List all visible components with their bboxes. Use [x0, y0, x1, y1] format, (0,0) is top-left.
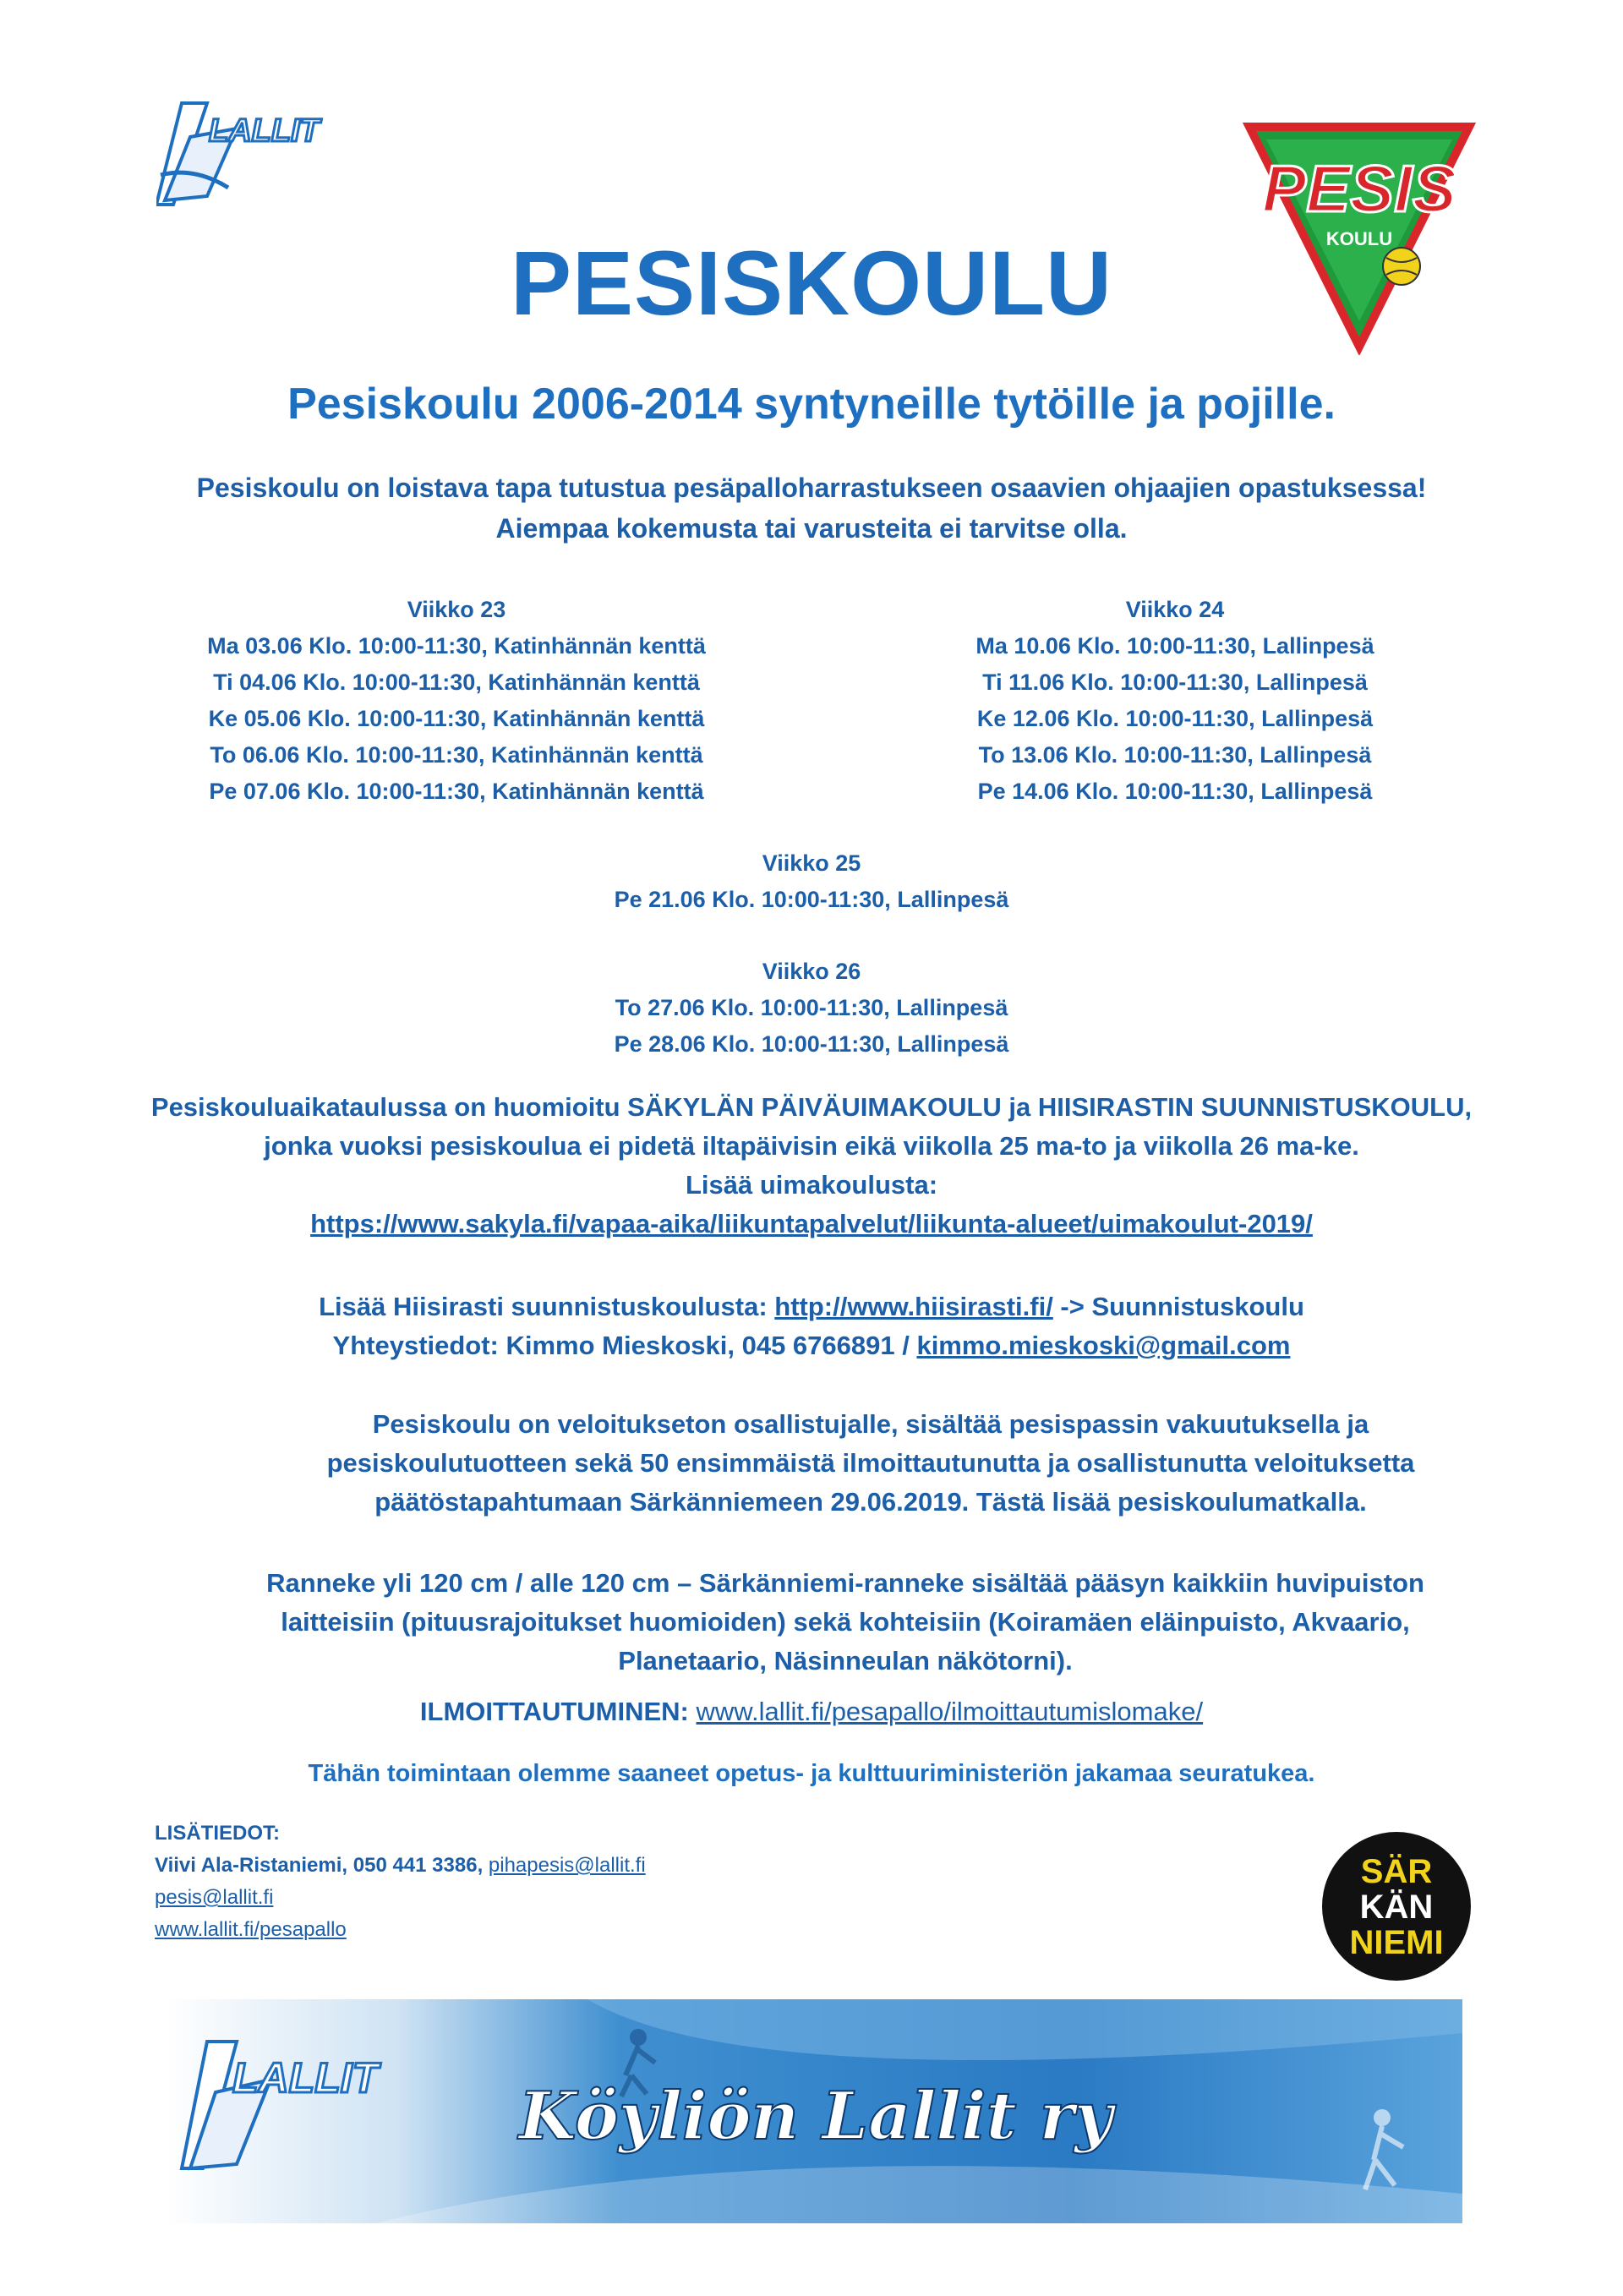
notes-line: Pesiskouluaikataulussa on huomioitu SÄKYLÄN PÄIVÄUIMAKOULU ja HIISIRASTIN SUUNNISTUSKOULU,: [150, 1092, 1473, 1122]
pesis-email-link[interactable]: pesis@lallit.fi: [155, 1886, 274, 1909]
sarkanniemi-text-line: KÄN: [1359, 1889, 1434, 1926]
week-title: Viikko 26: [762, 959, 861, 984]
week-title: Viikko 23: [407, 597, 506, 622]
registration-label: ILMOITTAUTUMINEN:: [419, 1697, 697, 1726]
sarkanniemi-logo: [1320, 1830, 1473, 1982]
wristband-line: Planetaario, Näsinneulan näkötorni).: [618, 1646, 1073, 1676]
free-line: päätöstapahtumaan Särkänniemeen 29.06.2019. Tästä lisää pesiskoulumatkalla.: [374, 1487, 1367, 1517]
swim-school-link[interactable]: https://www.sakyla.fi/vapaa-aika/liikuntapalvelut/liikunta-alueet/uimakoulut-2019/: [310, 1209, 1313, 1238]
page-subtitle: Pesiskoulu 2006-2014 syntyneille tytöille ja pojille.: [287, 380, 1336, 429]
lallit-logo-text: LALLIT: [209, 113, 320, 149]
intro-line: Pesiskoulu on loistava tapa tutustua pesäpalloharrastukseen osaavien ohjaajien opastuksessa!: [196, 473, 1427, 503]
schedule-item: Ma 03.06 Klo. 10:00-11:30, Katinhännän kenttä: [207, 633, 706, 659]
intro-line: Aiempaa kokemusta tai varusteita ei tarvitse olla.: [495, 513, 1128, 544]
week-title: Viikko 25: [762, 850, 861, 876]
schedule-item: To 13.06 Klo. 10:00-11:30, Lallinpesä: [978, 742, 1372, 768]
hiisirasti-link[interactable]: http://www.hiisirasti.fi/: [774, 1292, 1053, 1321]
orienteering-suffix: -> Suunnistuskoulu: [1052, 1292, 1304, 1321]
week-24-schedule: [879, 592, 1471, 810]
week-23-schedule: [161, 592, 752, 810]
schedule-item: To 27.06 Klo. 10:00-11:30, Lallinpesä: [615, 995, 1008, 1020]
koulu-logo-text: KOULU: [1325, 228, 1393, 249]
banner-logo-text: LALLIT: [232, 2054, 379, 2102]
pihapesis-email-link[interactable]: pihapesis@lallit.fi: [488, 1854, 646, 1877]
schedule-item: Pe 14.06 Klo. 10:00-11:30, Lallinpesä: [977, 779, 1373, 804]
schedule-item: Ke 05.06 Klo. 10:00-11:30, Katinhännän kenttä: [208, 706, 705, 731]
registration: [0, 1692, 1623, 1731]
funding-note: Tähän toimintaan olemme saaneet opetus- ja kulttuuriministeriön jakamaa seuratukea.: [308, 1760, 1315, 1787]
registration-link[interactable]: www.lallit.fi/pesapallo/ilmoittautumislomake/: [696, 1697, 1204, 1726]
wristband-line: laitteisiin (pituusrajoitukset huomioiden) sekä kohteisiin (Koiramäen eläinpuisto, Akvaario,: [281, 1607, 1410, 1637]
week-title: Viikko 24: [1125, 597, 1225, 622]
page-title: PESISKOULU: [510, 232, 1113, 334]
info-contact: Viivi Ala-Ristaniemi, 050 441 3386,: [155, 1854, 489, 1877]
free-line: pesiskoulutuotteen sekä 50 ensimmäistä ilmoittautunutta ja osallistunutta veloituksetta: [326, 1448, 1415, 1478]
orienteering-info: [0, 1287, 1623, 1365]
notes-line: jonka vuoksi pesiskoulua ei pidetä iltapäivisin eikä viikolla 25 ma-to ja viikolla 26 ma-ke.: [264, 1131, 1359, 1161]
schedule-item: To 06.06 Klo. 10:00-11:30, Katinhännän kenttä: [210, 742, 703, 768]
schedule-item: Ti 11.06 Klo. 10:00-11:30, Lallinpesä: [982, 670, 1368, 695]
club-banner: [165, 1999, 1462, 2223]
schedule-item: Pe 28.06 Klo. 10:00-11:30, Lallinpesä: [614, 1031, 1009, 1057]
pesis-logo-text: PESIS: [1262, 151, 1456, 226]
schedule-item: Ma 10.06 Klo. 10:00-11:30, Lallinpesä: [975, 633, 1374, 659]
schedule-item: Pe 07.06 Klo. 10:00-11:30, Katinhännän kenttä: [209, 779, 704, 804]
free-line: Pesiskoulu on veloitukseton osallistujalle, sisältää pesispassin vakuutuksella ja: [372, 1409, 1369, 1439]
schedule-item: Ti 04.06 Klo. 10:00-11:30, Katinhännän kenttä: [213, 670, 700, 695]
free-participation-text: [279, 1405, 1462, 1522]
wristband-text: [254, 1564, 1437, 1681]
schedule-item: Ke 12.06 Klo. 10:00-11:30, Lallinpesä: [976, 706, 1374, 731]
schedule-item: Pe 21.06 Klo. 10:00-11:30, Lallinpesä: [614, 887, 1009, 912]
kimmo-email-link[interactable]: kimmo.mieskoski@gmail.com: [916, 1331, 1291, 1360]
notes-line: Lisää uimakoulusta:: [685, 1170, 938, 1200]
sarkanniemi-text-line: SÄR: [1360, 1853, 1433, 1890]
lallit-logo: [156, 95, 359, 209]
additional-info: [155, 1818, 646, 1946]
contact-prefix: Yhteystiedot: Kimmo Mieskoski, 045 6766891 /: [332, 1331, 917, 1360]
wristband-line: Ranneke yli 120 cm / alle 120 cm – Särkänniemi-ranneke sisältää pääsyn kaikkiin huvipuiston: [266, 1568, 1424, 1598]
intro-text: [0, 467, 1623, 549]
schedule-notes: [0, 1088, 1623, 1244]
orienteering-prefix: Lisää Hiisirasti suunnistuskoulusta:: [319, 1292, 775, 1321]
sarkanniemi-text-line: NIEMI: [1349, 1924, 1444, 1961]
week-26-schedule: [0, 954, 1623, 1063]
banner-club-name: Köyliön Lallit ry: [518, 2078, 1113, 2155]
week-25-schedule: [0, 845, 1623, 918]
website-link[interactable]: www.lallit.fi/pesapallo: [155, 1918, 347, 1941]
info-heading: LISÄTIEDOT:: [155, 1822, 280, 1845]
